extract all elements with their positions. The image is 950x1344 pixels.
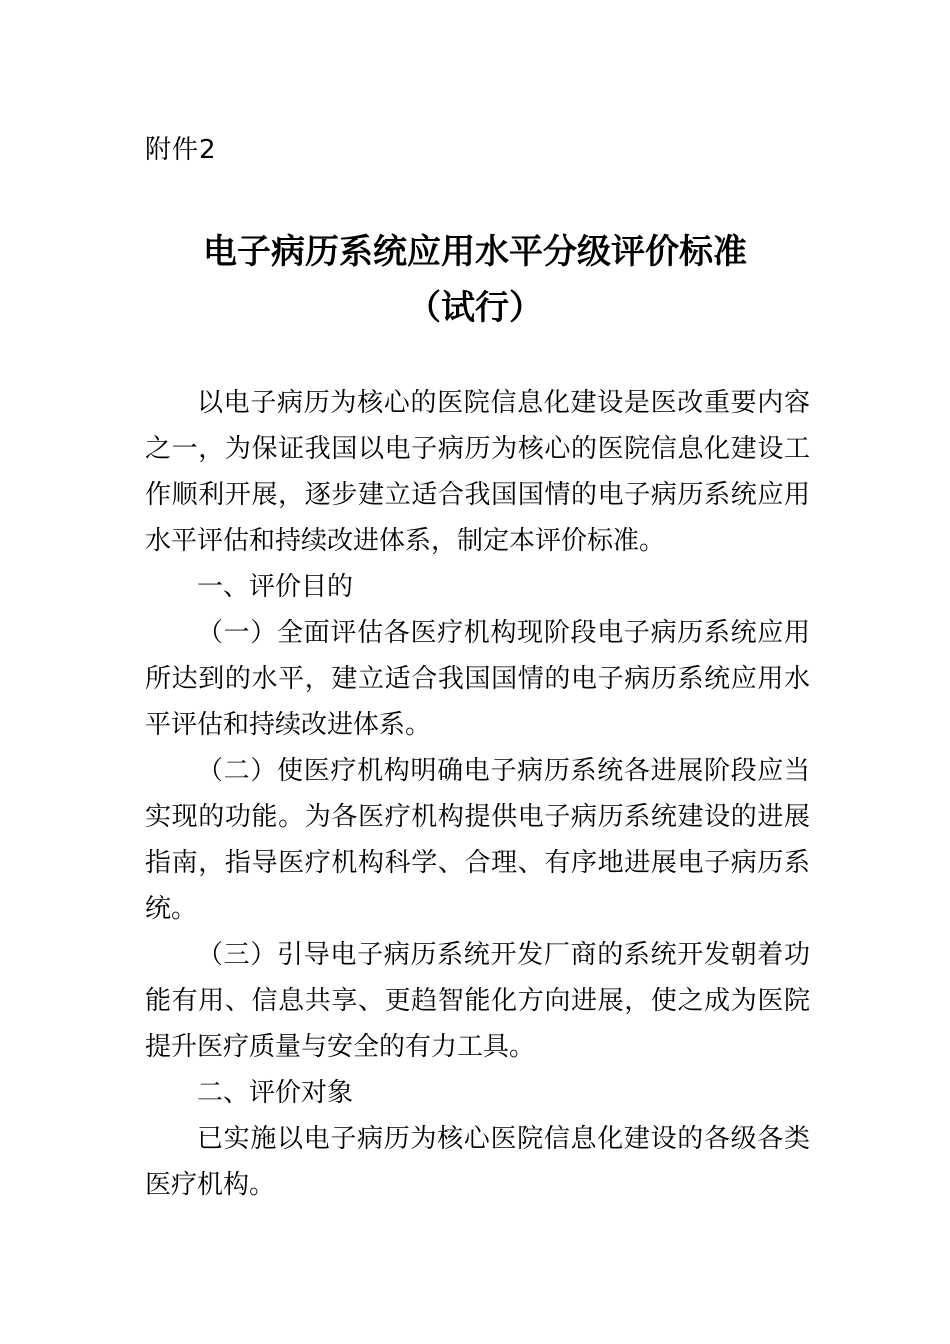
document-title <box>145 224 805 336</box>
section-heading-target: 二、评价对象 <box>197 1078 354 1108</box>
attachment-label: 附件2 <box>145 135 217 165</box>
title-line-1: 电子病历系统应用水平分级评价标准 <box>203 232 747 272</box>
document-body <box>145 380 810 1208</box>
paragraph-purpose-1: （一）全面评估各医疗机构现阶段电子病历系统应用所达到的水平，建立适合我国国情的电子病历系统应用水平评估和持续改进体系。 <box>145 618 810 740</box>
paragraph-purpose-2: （二）使医疗机构明确电子病历系统各进展阶段应当实现的功能。为各医疗机构提供电子病历系统建设的进展指南，指导医疗机构科学、合理、有序地进展电子病历系统。 <box>145 756 810 924</box>
title-line-2: （试行） <box>407 288 543 328</box>
paragraph-purpose-3: （三）引导电子病历系统开发厂商的系统开发朝着功能有用、信息共享、更趋智能化方向进展，使之成为医院提升医疗质量与安全的有力工具。 <box>145 940 810 1062</box>
paragraph-intro: 以电子病历为核心的医院信息化建设是医改重要内容之一，为保证我国以电子病历为核心的医院信息化建设工作顺利开展，逐步建立适合我国国情的电子病历系统应用水平评估和持续改进体系，制定本评价标准。 <box>145 388 810 556</box>
section-heading-purpose: 一、评价目的 <box>197 572 354 602</box>
paragraph-target: 已实施以电子病历为核心医院信息化建设的各级各类医疗机构。 <box>145 1124 810 1200</box>
